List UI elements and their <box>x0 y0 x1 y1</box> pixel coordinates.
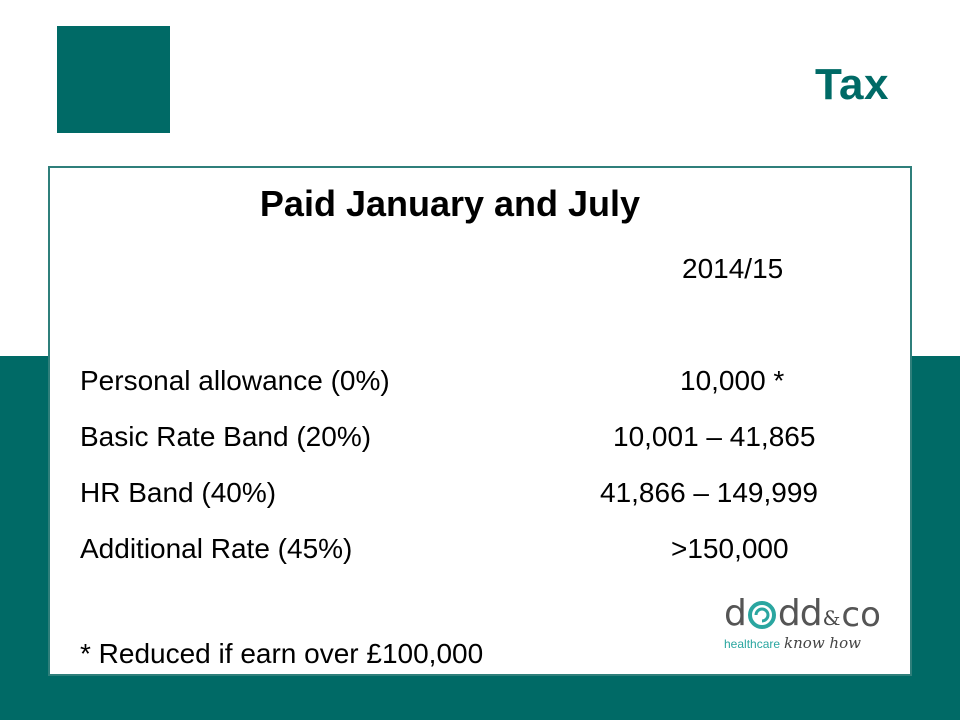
row-label-additional-rate: Additional Rate (45%) <box>80 533 353 564</box>
slide-title: Tax <box>814 60 889 109</box>
row-value-higher-rate: 41,866 – 149,999 <box>600 477 818 508</box>
row-label-basic-rate: Basic Rate Band (20%) <box>80 421 372 452</box>
logo-swirl-icon <box>747 600 777 630</box>
row-value-additional-rate: >150,000 <box>671 533 789 564</box>
teal-accent-square <box>57 26 170 133</box>
row-value-personal-allowance: 10,000 * <box>680 365 785 396</box>
logo-letter-d: d <box>724 593 746 634</box>
logo-tagline-healthcare: healthcare <box>724 637 781 651</box>
row-value-basic-rate: 10,001 – 41,865 <box>613 421 816 452</box>
logo-ampersand: & <box>822 606 841 630</box>
row-label-personal-allowance: Personal allowance (0%) <box>80 365 390 396</box>
logo-letters-dd: dd <box>777 593 822 634</box>
row-label-higher-rate: HR Band (40%) <box>80 477 277 508</box>
content-heading: Paid January and July <box>259 183 641 224</box>
footnote: * Reduced if earn over £100,000 <box>80 638 484 669</box>
tax-year: 2014/15 <box>682 253 784 284</box>
logo-letters-co: co <box>841 595 881 635</box>
dodd-co-logo <box>724 592 894 656</box>
logo-tagline-know-how: know how <box>784 634 861 652</box>
content-box <box>48 166 912 676</box>
